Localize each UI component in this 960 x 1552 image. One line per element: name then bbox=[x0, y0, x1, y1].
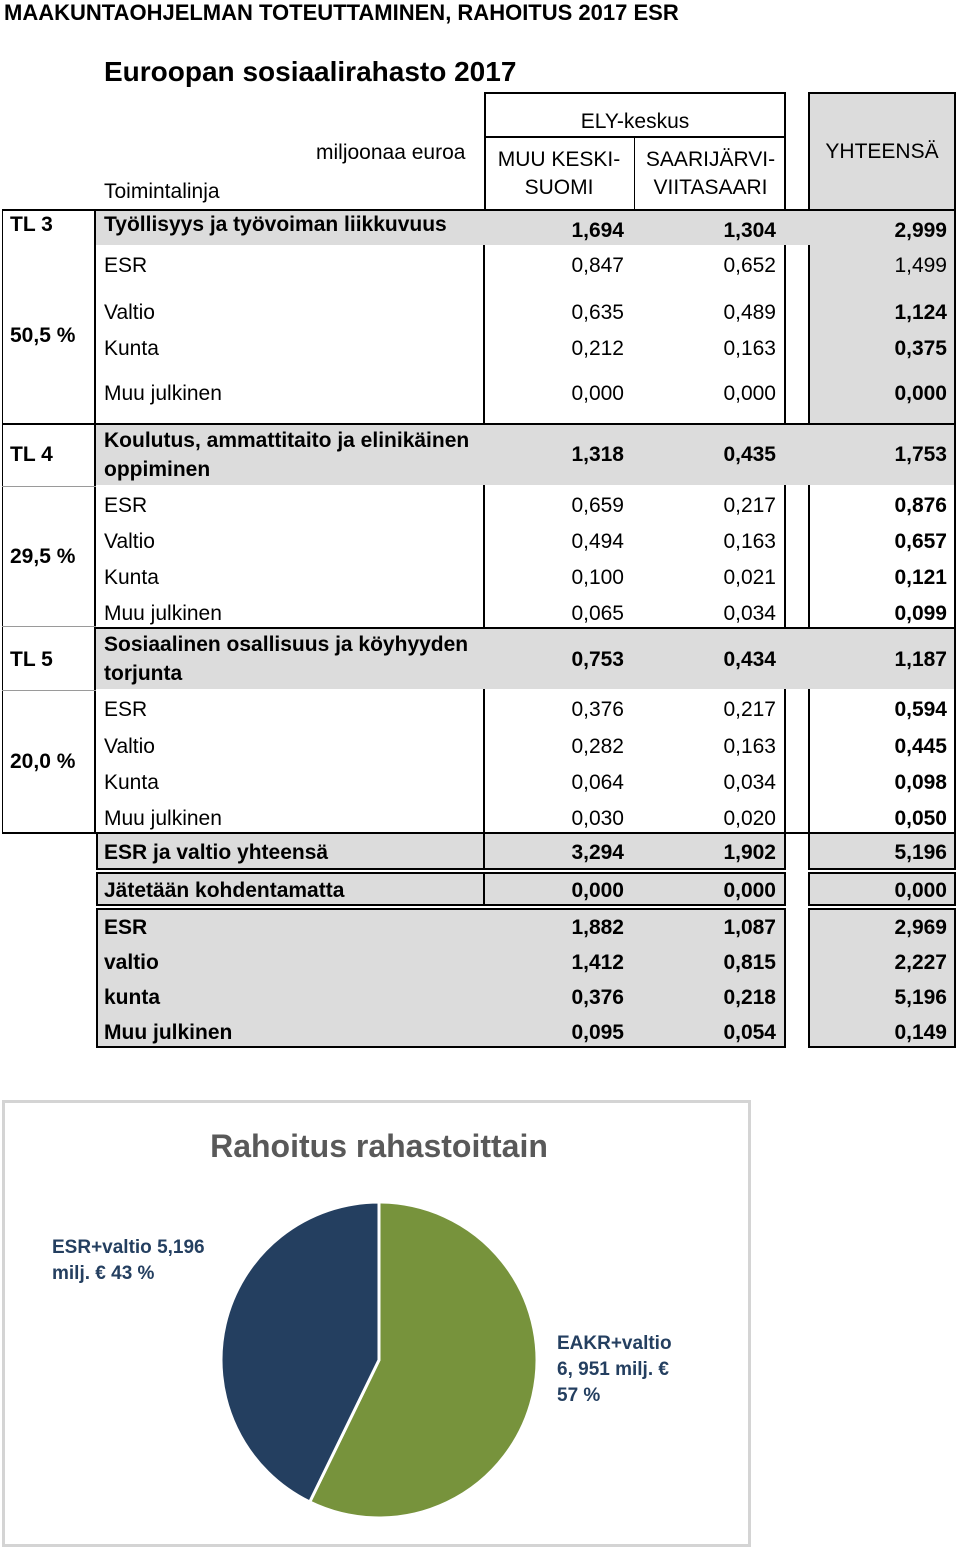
totals-total: 2,227 bbox=[894, 951, 947, 974]
tl5-row-col1: 0,282 bbox=[571, 735, 624, 758]
tl5-row-col2: 0,034 bbox=[723, 771, 776, 794]
tl4-row-total: 0,657 bbox=[894, 530, 947, 553]
tl4-title-line1: Koulutus, ammattitaito ja elinikäinen bbox=[104, 429, 470, 452]
tl5-title-line2: torjunta bbox=[104, 662, 183, 685]
chart-title: Rahoitus rahastoittain bbox=[210, 1128, 548, 1164]
totals-col1: 0,095 bbox=[571, 1021, 624, 1044]
tl4-share: 29,5 % bbox=[10, 545, 76, 568]
slice-label-eakr-line3: 57 % bbox=[557, 1385, 601, 1406]
tl5-code: TL 5 bbox=[10, 648, 53, 671]
totals-col1: 1,412 bbox=[571, 951, 624, 974]
tl3-row-col2: 0,000 bbox=[723, 382, 776, 405]
tl5-top-rule bbox=[96, 627, 956, 629]
tl3-share: 50,5 % bbox=[10, 324, 76, 347]
tl3-row-col2: 0,489 bbox=[723, 301, 776, 324]
tl4-row-col1: 0,494 bbox=[571, 530, 624, 553]
col1-header-line2: SUOMI bbox=[524, 176, 594, 199]
tl4-row-label: Valtio bbox=[104, 530, 155, 553]
slice-label-eakr-line2: 6, 951 milj. € bbox=[557, 1359, 669, 1380]
tl3-row-col1: 0,000 bbox=[571, 382, 624, 405]
tl4-share-bottom bbox=[2, 626, 96, 627]
totals-label: Jätetään kohdentamatta bbox=[104, 879, 345, 902]
tl5-row-total: 0,098 bbox=[894, 771, 947, 794]
col2-header-line1: SAARIJÄRVI- bbox=[645, 148, 776, 171]
tl5-row-label: Muu julkinen bbox=[104, 807, 222, 830]
tl5-row-col1: 0,376 bbox=[571, 698, 624, 721]
col1-header-line1: MUU KESKI- bbox=[497, 148, 621, 171]
totals-col1: 0,376 bbox=[571, 986, 624, 1009]
tl4-row-total: 0,121 bbox=[894, 566, 947, 589]
tl3-row-total: 1,499 bbox=[894, 254, 947, 277]
tl4-row-col1: 0,065 bbox=[571, 602, 624, 625]
tl5-row-col1: 0,030 bbox=[571, 807, 624, 830]
pie-chart-frame bbox=[2, 1100, 751, 1547]
tl3-row-label: Kunta bbox=[104, 337, 159, 360]
totals-label: kunta bbox=[104, 986, 161, 1009]
totals-col1: 1,882 bbox=[571, 916, 624, 939]
col2-right-border bbox=[784, 210, 786, 834]
totals-col2: 0,218 bbox=[723, 986, 776, 1009]
tl4-row-col2: 0,217 bbox=[723, 494, 776, 517]
totals-total: 5,196 bbox=[894, 986, 947, 1009]
tl4-row-col2: 0,163 bbox=[723, 530, 776, 553]
tl3-row-col1: 0,212 bbox=[571, 337, 624, 360]
col2-header-line2: VIITASAARI bbox=[653, 176, 768, 199]
tl3-title: Työllisyys ja työvoiman liikkuvuus bbox=[104, 213, 447, 236]
tl5-share-top bbox=[2, 690, 96, 691]
tl4-title-line2: oppiminen bbox=[104, 458, 211, 481]
tl5-row-total: 0,594 bbox=[894, 698, 947, 721]
tl4-row-col2: 0,021 bbox=[723, 566, 776, 589]
totals-total: 0,000 bbox=[894, 879, 947, 902]
tl5-row-label: Kunta bbox=[104, 771, 159, 794]
totals-col2: 0,054 bbox=[723, 1021, 776, 1044]
totals-col2: 1,902 bbox=[723, 841, 776, 864]
totals-col1: 0,000 bbox=[571, 879, 624, 902]
totals-total: 2,969 bbox=[894, 916, 947, 939]
tl3-code: TL 3 bbox=[10, 213, 53, 236]
totals-total: 0,149 bbox=[894, 1021, 947, 1044]
page-title: MAAKUNTAOHJELMAN TOTEUTTAMINEN, RAHOITUS 2017 ESR bbox=[4, 0, 679, 25]
tl4-row-total: 0,099 bbox=[894, 602, 947, 625]
tl5-row-col2: 0,217 bbox=[723, 698, 776, 721]
tl5-row-total: 0,050 bbox=[894, 807, 947, 830]
pie-chart bbox=[5, 1103, 748, 1544]
tl3-col1: 1,694 bbox=[571, 219, 624, 242]
tl4-row-col2: 0,034 bbox=[723, 602, 776, 625]
tl4-row-label: ESR bbox=[104, 494, 148, 517]
tl5-row-label: ESR bbox=[104, 698, 148, 721]
tl3-row-label: Valtio bbox=[104, 301, 155, 324]
slice-label-esr-line1: ESR+valtio 5,196 bbox=[52, 1237, 205, 1258]
tl4-row-label: Kunta bbox=[104, 566, 159, 589]
totals-label: ESR ja valtio yhteensä bbox=[104, 841, 329, 864]
tl5-row-total: 0,445 bbox=[894, 735, 947, 758]
totals-col1: 3,294 bbox=[571, 841, 624, 864]
tl3-row-label: ESR bbox=[104, 254, 148, 277]
tl4-row-label: Muu julkinen bbox=[104, 602, 222, 625]
tl3-row-col2: 0,163 bbox=[723, 337, 776, 360]
ely-group-header: ELY-keskus bbox=[580, 110, 690, 133]
tl3-col2: 1,304 bbox=[723, 219, 776, 242]
tl3-row-label: Muu julkinen bbox=[104, 382, 222, 405]
tl3-total: 2,999 bbox=[894, 219, 947, 242]
totals-col2: 1,087 bbox=[723, 916, 776, 939]
totals-col2: 0,000 bbox=[723, 879, 776, 902]
tl3-row-col1: 0,847 bbox=[571, 254, 624, 277]
totals-label: Muu julkinen bbox=[104, 1021, 233, 1044]
total-header: YHTEENSÄ bbox=[825, 140, 939, 163]
totals-label: valtio bbox=[104, 951, 159, 974]
tl3-row-col1: 0,635 bbox=[571, 301, 624, 324]
tl3-row-total: 0,375 bbox=[894, 337, 947, 360]
tl5-row-col2: 0,020 bbox=[723, 807, 776, 830]
ely-header-divider bbox=[484, 136, 786, 138]
tl3-row-total: 0,000 bbox=[894, 382, 947, 405]
tl5-share: 20,0 % bbox=[10, 750, 76, 773]
tl3-row-total: 1,124 bbox=[894, 301, 947, 324]
tl4-total: 1,753 bbox=[894, 443, 947, 466]
tl5-col1: 0,753 bbox=[571, 648, 624, 671]
tl5-row-col2: 0,163 bbox=[723, 735, 776, 758]
page-subtitle: Euroopan sosiaalirahasto 2017 bbox=[104, 56, 517, 87]
tl4-code: TL 4 bbox=[10, 443, 53, 466]
slice-label-eakr-line1: EAKR+valtio bbox=[557, 1333, 672, 1354]
tl4-row-total: 0,876 bbox=[894, 494, 947, 517]
tl5-col2: 0,434 bbox=[723, 648, 776, 671]
tl4-col1: 1,318 bbox=[571, 443, 624, 466]
tl4-share-top bbox=[2, 486, 96, 487]
tl4-row-col1: 0,659 bbox=[571, 494, 624, 517]
tl3-row-col2: 0,652 bbox=[723, 254, 776, 277]
tl5-title-line1: Sosiaalinen osallisuus ja köyhyyden bbox=[104, 633, 469, 656]
row-header-label: Toimintalinja bbox=[104, 180, 220, 203]
tl5-row-label: Valtio bbox=[104, 735, 155, 758]
unit-label: miljoonaa euroa bbox=[316, 141, 466, 164]
tl5-row-col1: 0,064 bbox=[571, 771, 624, 794]
tl4-col2: 0,435 bbox=[723, 443, 776, 466]
tl5-total: 1,187 bbox=[894, 648, 947, 671]
totals-col2: 0,815 bbox=[723, 951, 776, 974]
tl4-row-col1: 0,100 bbox=[571, 566, 624, 589]
total-right-border bbox=[954, 210, 956, 834]
totals-label: ESR bbox=[104, 916, 148, 939]
slice-label-esr-line2: milj. € 43 % bbox=[52, 1263, 155, 1284]
left-table-border bbox=[2, 210, 3, 834]
left-tl-column bbox=[2, 210, 96, 834]
totals-total: 5,196 bbox=[894, 841, 947, 864]
tl4-top-rule bbox=[2, 423, 956, 425]
